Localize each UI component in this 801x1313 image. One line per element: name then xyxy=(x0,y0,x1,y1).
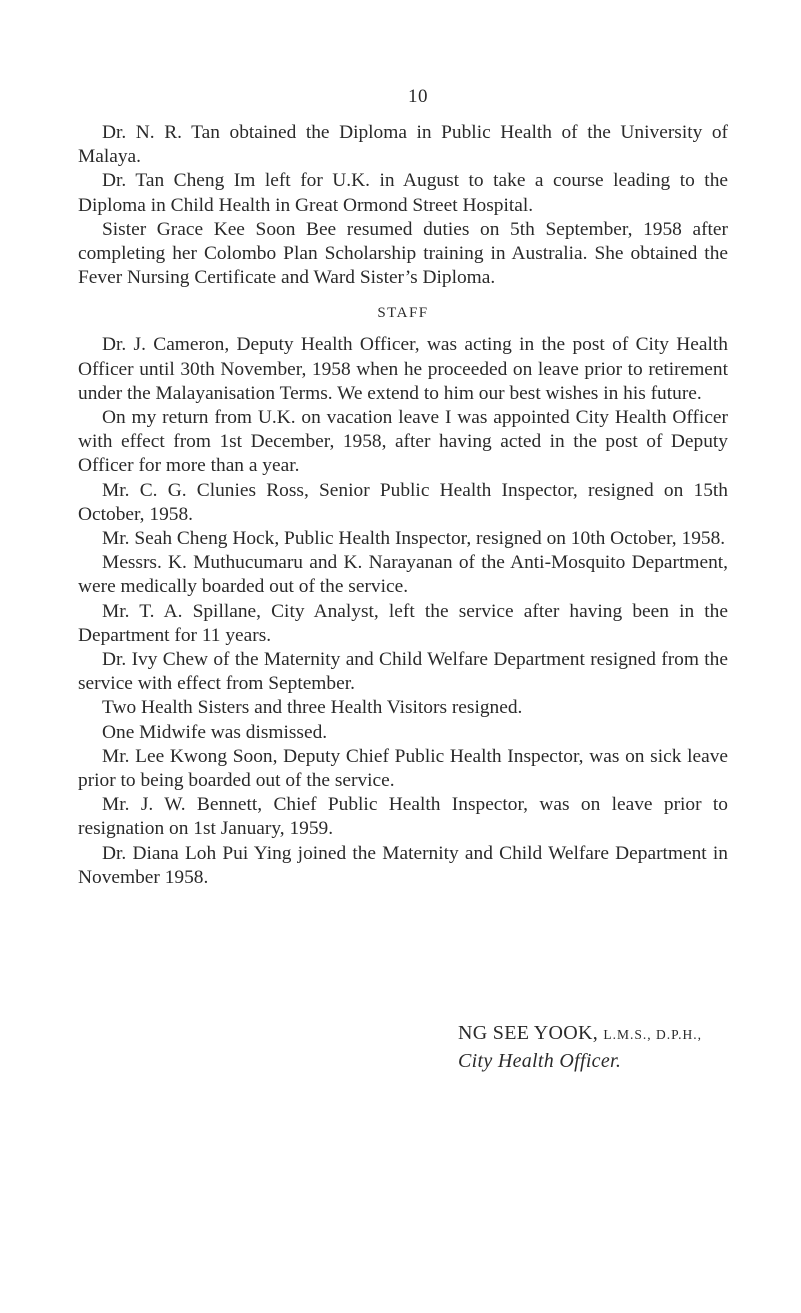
paragraph-midwife: One Midwife was dismissed. xyxy=(102,721,328,743)
paragraph-anti-mosquito: Messrs. K. Muthucumaru and K. Narayanan of the Anti-Mosquito Department, were medically boarded out of the service. xyxy=(78,552,728,598)
paragraph-health-sisters: Two Health Sisters and three Health Visitors resigned. xyxy=(102,697,523,719)
paragraph-diana-loh: Dr. Diana Loh Pui Ying joined the Maternity and Child Welfare Department in November 1958. xyxy=(78,842,728,888)
signatory-name-line xyxy=(458,1020,758,1048)
paragraph-tan-diploma: Dr. N. R. Tan obtained the Diploma in Public Health of the University of Malaya. xyxy=(78,122,728,168)
paragraph-bennett: Mr. J. W. Bennett, Chief Public Health Inspector, was on leave prior to resignation on 1st January, 1959. xyxy=(78,794,728,840)
signatory-qualifications: L.M.S., D.P.H., xyxy=(603,1027,703,1042)
signatory-name: NG SEE YOOK, xyxy=(458,1022,599,1044)
section-heading-staff: STAFF xyxy=(377,305,429,322)
paragraph-spillane: Mr. T. A. Spillane, City Analyst, left the service after having been in the Department for 11 years. xyxy=(78,600,728,646)
paragraph-cameron: Dr. J. Cameron, Deputy Health Officer, was acting in the post of City Health Officer until 30th November, 1958 when he proceeded on leave prior to retirement under the Malayanisation Terms. We extend to him our best wishes in his future. xyxy=(78,334,728,404)
page-number: 10 xyxy=(408,86,428,107)
paragraph-appointment: On my return from U.K. on vacation leave I was appointed City Health Officer with effect from 1st December, 1958, after having acted in the post of Deputy Officer for more than a year. xyxy=(78,407,728,477)
paragraph-sister-grace: Sister Grace Kee Soon Bee resumed duties on 5th September, 1958 after completing her Colombo Plan Scholarship training in Australia. She obtained the Fever Nursing Certificate and Ward Sister’s Diploma. xyxy=(78,218,728,289)
signatory-title: City Health Officer. xyxy=(458,1050,622,1072)
staff-section xyxy=(78,333,728,890)
paragraph-seah: Mr. Seah Cheng Hock, Public Health Inspector, resigned on 10th October, 1958. xyxy=(102,528,726,550)
paragraph-tan-cheng-im: Dr. Tan Cheng Im left for U.K. in August to take a course leading to the Diploma in Child Health in Great Ormond Street Hospital. xyxy=(78,170,728,216)
report-body xyxy=(78,121,728,890)
paragraph-clunies-ross: Mr. C. G. Clunies Ross, Senior Public Health Inspector, resigned on 15th October, 1958. xyxy=(78,479,728,525)
paragraph-lee-kwong-soon: Mr. Lee Kwong Soon, Deputy Chief Public Health Inspector, was on sick leave prior to being boarded out of the service. xyxy=(78,745,728,792)
paragraph-ivy-chew: Dr. Ivy Chew of the Maternity and Child Welfare Department resigned from the service with effect from September. xyxy=(78,649,728,695)
signature-block xyxy=(458,1020,758,1074)
